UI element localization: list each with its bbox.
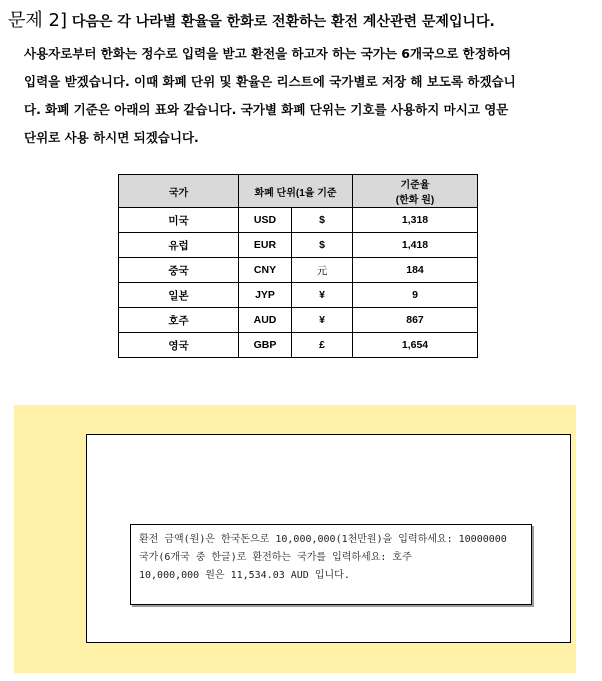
cell-symbol: £ bbox=[292, 333, 353, 358]
cell-country: 호주 bbox=[119, 308, 239, 333]
cell-symbol: 元 bbox=[292, 258, 353, 283]
console-line: 환전 금액(원)은 한국돈으로 10,000,000(1천만원)을 입력하세요: 10000000 bbox=[139, 534, 507, 545]
table-row bbox=[119, 233, 478, 258]
console-output bbox=[130, 524, 532, 605]
cell-code: EUR bbox=[239, 233, 292, 258]
exchange-rate-table bbox=[118, 174, 478, 358]
description-line: 단위로 사용 하시면 되겠습니다. bbox=[24, 130, 199, 145]
cell-code: GBP bbox=[239, 333, 292, 358]
cell-code: USD bbox=[239, 208, 292, 233]
console-line: 국가(6개국 중 한글)로 환전하는 국가를 입력하세요: 호주 bbox=[139, 552, 412, 563]
cell-rate: 9 bbox=[353, 283, 478, 308]
cell-rate: 1,654 bbox=[353, 333, 478, 358]
cell-symbol: ¥ bbox=[292, 308, 353, 333]
problem-number: 문제 2] bbox=[8, 10, 67, 31]
cell-country: 중국 bbox=[119, 258, 239, 283]
table-row bbox=[119, 283, 478, 308]
table-row bbox=[119, 258, 478, 283]
table-row bbox=[119, 333, 478, 358]
problem-heading: 다음은 각 나라별 환율을 한화로 전환하는 환전 계산관련 문제입니다. bbox=[71, 14, 495, 30]
console-line: 10,000,000 원은 11,534.03 AUD 입니다. bbox=[139, 570, 350, 581]
header-rate-line2: (한화 원) bbox=[395, 195, 435, 206]
cell-country: 유럽 bbox=[119, 233, 239, 258]
cell-country: 일본 bbox=[119, 283, 239, 308]
cell-rate: 1,418 bbox=[353, 233, 478, 258]
cell-code: CNY bbox=[239, 258, 292, 283]
description-line: 사용자로부터 한화는 정수로 입력을 받고 환전을 하고자 하는 국가는 6개국으로 한정하여 bbox=[24, 46, 511, 61]
cell-code: AUD bbox=[239, 308, 292, 333]
header-rate bbox=[353, 175, 478, 208]
problem-title bbox=[8, 6, 495, 32]
table-row bbox=[119, 308, 478, 333]
cell-country: 영국 bbox=[119, 333, 239, 358]
cell-symbol: ¥ bbox=[292, 283, 353, 308]
header-unit: 화폐 단위(1을 기준 bbox=[239, 175, 353, 208]
example-output-panel bbox=[14, 405, 576, 673]
example-output-frame bbox=[86, 434, 571, 643]
header-rate-line1: 기준율 bbox=[400, 180, 430, 191]
cell-code: JYP bbox=[239, 283, 292, 308]
description-line: 다. 화폐 기준은 아래의 표와 같습니다. 국가별 화폐 단위는 기호를 사용하지 마시고 영문 bbox=[24, 102, 509, 117]
problem-description bbox=[24, 40, 598, 152]
cell-symbol: $ bbox=[292, 208, 353, 233]
description-line: 입력을 받겠습니다. 이때 화폐 단위 및 환율은 리스트에 국가별로 저장 해 보도록 하겠습니 bbox=[24, 74, 516, 89]
table-row bbox=[119, 208, 478, 233]
table-header-row bbox=[119, 175, 478, 208]
cell-rate: 184 bbox=[353, 258, 478, 283]
cell-rate: 1,318 bbox=[353, 208, 478, 233]
cell-symbol: $ bbox=[292, 233, 353, 258]
header-country: 국가 bbox=[119, 175, 239, 208]
cell-rate: 867 bbox=[353, 308, 478, 333]
cell-country: 미국 bbox=[119, 208, 239, 233]
